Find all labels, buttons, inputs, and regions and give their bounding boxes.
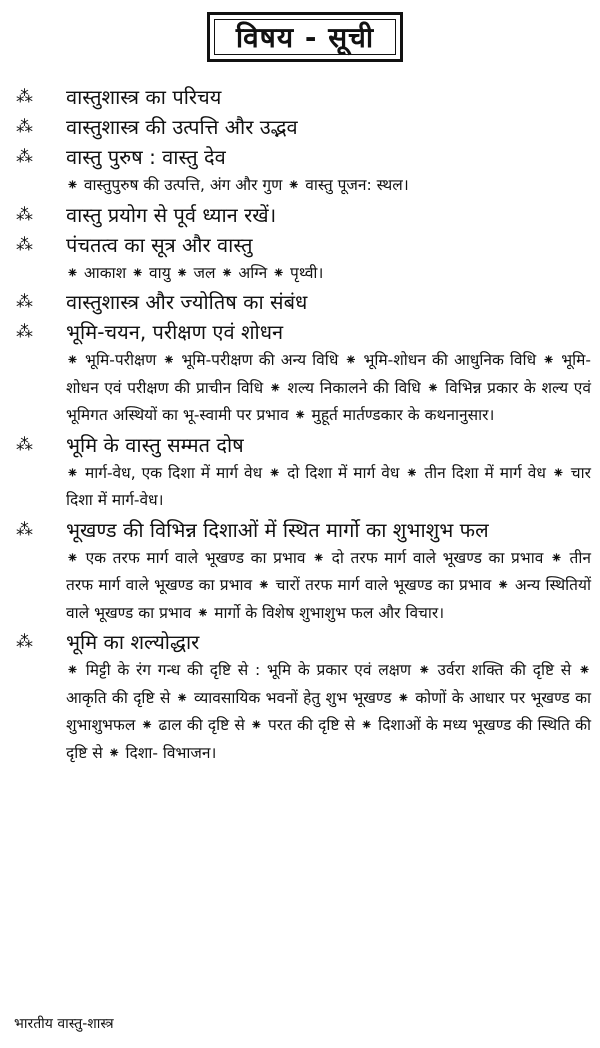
- toc-entry-7: [0, 317, 600, 430]
- entry-heading: वास्तुशास्त्र की उत्पत्ति और उद्भव: [66, 115, 298, 139]
- entry-heading: भूमि के वास्तु सम्मत दोष: [66, 432, 244, 457]
- asterism-icon: ⁂: [16, 234, 33, 255]
- running-footer: भारतीय वास्तु-शास्त्र: [14, 1016, 114, 1032]
- entry-heading: भूमि-चयन, परीक्षण एवं शोधन: [66, 320, 284, 344]
- asterism-icon: ⁂: [16, 204, 33, 225]
- asterism-icon: ⁂: [16, 147, 33, 167]
- entry-heading: वास्तु पुरुष : वास्तु देव: [66, 145, 226, 169]
- entry-heading: पंचतत्व का सूत्र और वास्तु: [66, 232, 253, 257]
- toc-entry-5: [0, 230, 600, 288]
- toc-entry-10: [0, 627, 600, 767]
- entry-heading: वास्तुशास्त्र और ज्योतिष का संबंध: [66, 290, 308, 314]
- asterism-icon: ⁂: [16, 519, 33, 540]
- entry-subtopics: ⁕ आकाश ⁕ वायु ⁕ जल ⁕ अग्नि ⁕ पृथ्वी।: [66, 263, 324, 282]
- table-of-contents: [0, 82, 600, 767]
- title-box: [207, 12, 403, 62]
- entry-heading: भूखण्ड की विभिन्न दिशाओं में स्थित मार्गो का शुभाशुभ फल: [66, 517, 489, 542]
- asterism-icon: ⁂: [16, 434, 33, 455]
- toc-entry-4: [0, 200, 600, 230]
- toc-entry-6: [0, 287, 600, 317]
- entry-subtopics: ⁕ मिट्टी के रंग गन्ध की दृष्टि से : भूमि के प्रकार एवं लक्षण ⁕ उर्वरा शक्ति की दृष्टि से ⁕ आकृति की दृष्टि से ⁕ व्यावसायिक भवनों हेतु शुभ भूखण्ड ⁕ कोणों के आधार पर भूखण्ड का शुभाशुभफल ⁕ ढाल की दृष्टि से ⁕ परत की दृष्टि से ⁕ दिशाओं के मध्य भूखण्ड की स्थिति की दृष्टि से ⁕ दिशा- विभाजन।: [66, 661, 591, 762]
- entry-heading: वास्तुशास्त्र का परिचय: [66, 85, 222, 109]
- asterism-icon: ⁂: [16, 632, 33, 652]
- toc-entry-3: [0, 142, 600, 200]
- asterism-icon: ⁂: [16, 322, 33, 342]
- asterism-icon: ⁂: [16, 87, 33, 107]
- entry-heading: भूमि का शल्योद्धार: [66, 630, 200, 654]
- page-title: विषय - सूची: [235, 21, 375, 54]
- entry-subtopics: ⁕ एक तरफ मार्ग वाले भूखण्ड का प्रभाव ⁕ दो तरफ मार्ग वाले भूखण्ड का प्रभाव ⁕ तीन तरफ मार्ग वाले भूखण्ड का प्रभाव ⁕ चारों तरफ मार्ग वाले भूखण्ड का प्रभाव ⁕ अन्य स्थितियों वाले भूखण्ड का प्रभाव ⁕ मार्गो के विशेष शुभाशुभ फल और विचार।: [66, 548, 591, 622]
- toc-entry-9: [0, 515, 600, 628]
- entry-heading: वास्तु प्रयोग से पूर्व ध्यान रखें।: [66, 202, 277, 227]
- entry-subtopics: ⁕ भूमि-परीक्षण ⁕ भूमि-परीक्षण की अन्य विधि ⁕ भूमि-शोधन की आधुनिक विधि ⁕ भूमि-शोधन एवं परीक्षण की प्राचीन विधि ⁕ शल्य निकालने की विधि ⁕ विभिन्न प्रकार के शल्य एवं भूमिगत अस्थियों का भू-स्वामी पर प्रभाव ⁕ मुहूर्त मार्तण्डकार के कथनानुसार।: [66, 351, 591, 424]
- entry-subtopics: ⁕ वास्तुपुरुष की उत्पत्ति, अंग और गुण ⁕ वास्तु पूजन: स्थल।: [66, 176, 409, 194]
- entry-subtopics: ⁕ मार्ग-वेध, एक दिशा में मार्ग वेध ⁕ दो दिशा में मार्ग वेध ⁕ तीन दिशा में मार्ग वेध ⁕ चार दिशा में मार्ग-वेध।: [66, 463, 591, 509]
- toc-entry-1: [0, 82, 600, 112]
- toc-entry-8: [0, 430, 600, 515]
- toc-entry-2: [0, 112, 600, 142]
- asterism-icon: ⁂: [16, 292, 33, 312]
- asterism-icon: ⁂: [16, 117, 33, 137]
